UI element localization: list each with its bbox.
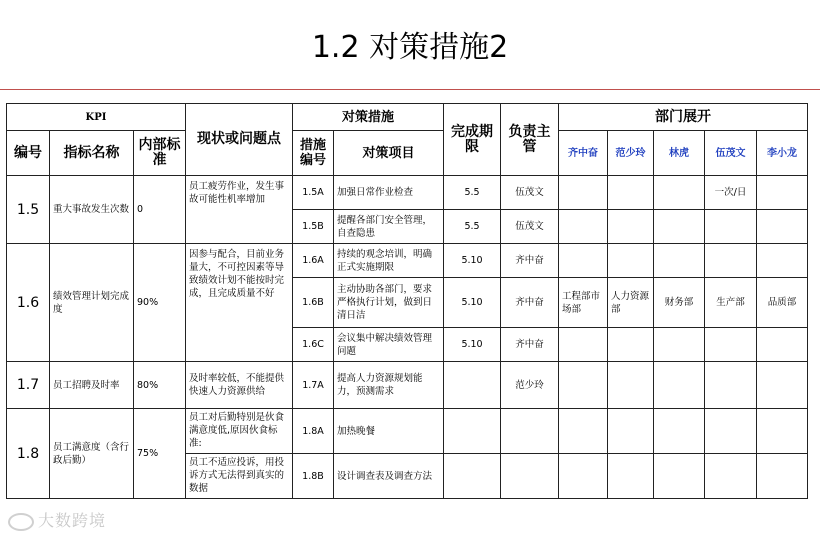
measure-item: 设计调查表及调查方法 bbox=[334, 454, 444, 499]
kpi-std: 90% bbox=[134, 244, 186, 362]
dept-cell: 财务部 bbox=[654, 278, 705, 328]
kpi-name: 员工满意度（含行政后勤） bbox=[50, 409, 134, 499]
measure-code: 1.8B bbox=[293, 454, 334, 499]
dept-cell bbox=[654, 454, 705, 499]
dept-cell bbox=[705, 328, 757, 362]
page-title: 1.2 对策措施2 bbox=[311, 30, 509, 65]
kpi-std: 75% bbox=[134, 409, 186, 499]
status-text: 员工不适应投诉，用投诉方式无法得到真实的数据 bbox=[186, 454, 293, 499]
kpi-name: 重大事故发生次数 bbox=[50, 176, 134, 244]
dept-cell bbox=[654, 210, 705, 244]
measure-code: 1.6B bbox=[293, 278, 334, 328]
dept-cell bbox=[757, 362, 808, 409]
dept-col-header: 齐中奋 bbox=[559, 131, 608, 176]
dept-cell bbox=[654, 409, 705, 454]
dept-cell bbox=[608, 244, 654, 278]
dept-cell bbox=[559, 328, 608, 362]
dept-cell bbox=[705, 409, 757, 454]
dept-cell bbox=[608, 362, 654, 409]
kpi-header: KPI bbox=[7, 104, 186, 131]
dept-cell bbox=[608, 454, 654, 499]
dept-col-header: 林虎 bbox=[654, 131, 705, 176]
dept-cell bbox=[757, 210, 808, 244]
kpi-num: 1.7 bbox=[7, 362, 50, 409]
dept-cell bbox=[559, 454, 608, 499]
dept-cell: 工程部市场部 bbox=[559, 278, 608, 328]
owner: 齐中奋 bbox=[501, 244, 559, 278]
deadline bbox=[444, 454, 501, 499]
measure-code: 1.6C bbox=[293, 328, 334, 362]
measure-num-header: 措施编号 bbox=[293, 131, 334, 176]
dept-cell bbox=[559, 210, 608, 244]
kpi-num: 1.5 bbox=[7, 176, 50, 244]
measure-code: 1.6A bbox=[293, 244, 334, 278]
measure-item: 提高人力资源规划能力，预测需求 bbox=[334, 362, 444, 409]
dept-cell bbox=[705, 454, 757, 499]
status-text: 员工对后勤特别是伙食满意度低,原因伙食标准: bbox=[186, 409, 293, 454]
dept-cell bbox=[705, 362, 757, 409]
dept-cell bbox=[608, 409, 654, 454]
dept-header: 部门展开 bbox=[559, 104, 808, 131]
dept-cell: 人力资源部 bbox=[608, 278, 654, 328]
owner-header: 负责主管 bbox=[501, 104, 559, 176]
dept-cell bbox=[705, 210, 757, 244]
measure-item: 主动协助各部门，要求严格执行计划，做到日清日洁 bbox=[334, 278, 444, 328]
kpi-std: 0 bbox=[134, 176, 186, 244]
dept-cell bbox=[757, 409, 808, 454]
dept-cell bbox=[608, 176, 654, 210]
dept-cell bbox=[608, 210, 654, 244]
watermark-text: 大数跨境 bbox=[38, 511, 107, 530]
measure-code: 1.5A bbox=[293, 176, 334, 210]
watermark-logo-icon bbox=[8, 513, 34, 531]
deadline: 5.10 bbox=[444, 244, 501, 278]
measure-code: 1.5B bbox=[293, 210, 334, 244]
dept-cell bbox=[559, 244, 608, 278]
kpi-num: 1.8 bbox=[7, 409, 50, 499]
table-row bbox=[7, 176, 808, 210]
dept-cell bbox=[559, 176, 608, 210]
deadline: 5.10 bbox=[444, 328, 501, 362]
table-row bbox=[7, 362, 808, 409]
dept-cell bbox=[608, 328, 654, 362]
watermark bbox=[8, 508, 106, 531]
dept-cell bbox=[559, 362, 608, 409]
deadline: 5.5 bbox=[444, 176, 501, 210]
dept-cell bbox=[654, 244, 705, 278]
measure-code: 1.7A bbox=[293, 362, 334, 409]
dept-col-header: 伍茂文 bbox=[705, 131, 757, 176]
deadline: 5.10 bbox=[444, 278, 501, 328]
measure-item: 提醒各部门安全管理，自查隐患 bbox=[334, 210, 444, 244]
owner: 伍茂文 bbox=[501, 210, 559, 244]
countermeasure-table bbox=[6, 103, 808, 499]
deadline bbox=[444, 409, 501, 454]
dept-cell bbox=[654, 362, 705, 409]
dept-cell: 生产部 bbox=[705, 278, 757, 328]
std-header: 内部标准 bbox=[134, 131, 186, 176]
kpi-std: 80% bbox=[134, 362, 186, 409]
dept-col-header: 范少玲 bbox=[608, 131, 654, 176]
dept-col-header: 李小龙 bbox=[757, 131, 808, 176]
dept-cell bbox=[705, 244, 757, 278]
owner bbox=[501, 409, 559, 454]
deadline bbox=[444, 362, 501, 409]
table-row bbox=[7, 409, 808, 454]
num-header: 编号 bbox=[7, 131, 50, 176]
kpi-num: 1.6 bbox=[7, 244, 50, 362]
measure-code: 1.8A bbox=[293, 409, 334, 454]
owner: 齐中奋 bbox=[501, 328, 559, 362]
dept-cell bbox=[654, 328, 705, 362]
status-text: 员工疲劳作业，发生事故可能性机率增加 bbox=[186, 176, 293, 244]
owner bbox=[501, 454, 559, 499]
measure-item: 加强日常作业检查 bbox=[334, 176, 444, 210]
owner: 范少玲 bbox=[501, 362, 559, 409]
owner: 齐中奋 bbox=[501, 278, 559, 328]
dept-cell bbox=[757, 244, 808, 278]
measure-item: 加热晚餐 bbox=[334, 409, 444, 454]
table-row bbox=[7, 244, 808, 278]
owner: 伍茂文 bbox=[501, 176, 559, 210]
dept-cell bbox=[654, 176, 705, 210]
kpi-name: 绩效管理计划完成度 bbox=[50, 244, 134, 362]
status-text: 及时率较低，不能提供快速人力资源供给 bbox=[186, 362, 293, 409]
measure-item: 持续的观念培训，明确正式实施期限 bbox=[334, 244, 444, 278]
dept-cell bbox=[757, 176, 808, 210]
status-header: 现状或问题点 bbox=[186, 104, 293, 176]
dept-cell: 一次/日 bbox=[705, 176, 757, 210]
title-divider bbox=[0, 89, 820, 90]
dept-cell bbox=[559, 409, 608, 454]
dept-cell bbox=[757, 328, 808, 362]
status-text: 因参与配合，目前业务量大，不可控因素等导致绩效计划不能按时完成，且完成质量不好 bbox=[186, 244, 293, 362]
deadline: 5.5 bbox=[444, 210, 501, 244]
measures-header: 对策措施 bbox=[293, 104, 444, 131]
kpi-name: 员工招聘及时率 bbox=[50, 362, 134, 409]
measure-item-header: 对策项目 bbox=[334, 131, 444, 176]
name-header: 指标名称 bbox=[50, 131, 134, 176]
measure-item: 会议集中解决绩效管理问题 bbox=[334, 328, 444, 362]
dept-cell bbox=[757, 454, 808, 499]
dept-cell: 品质部 bbox=[757, 278, 808, 328]
deadline-header: 完成期限 bbox=[444, 104, 501, 176]
